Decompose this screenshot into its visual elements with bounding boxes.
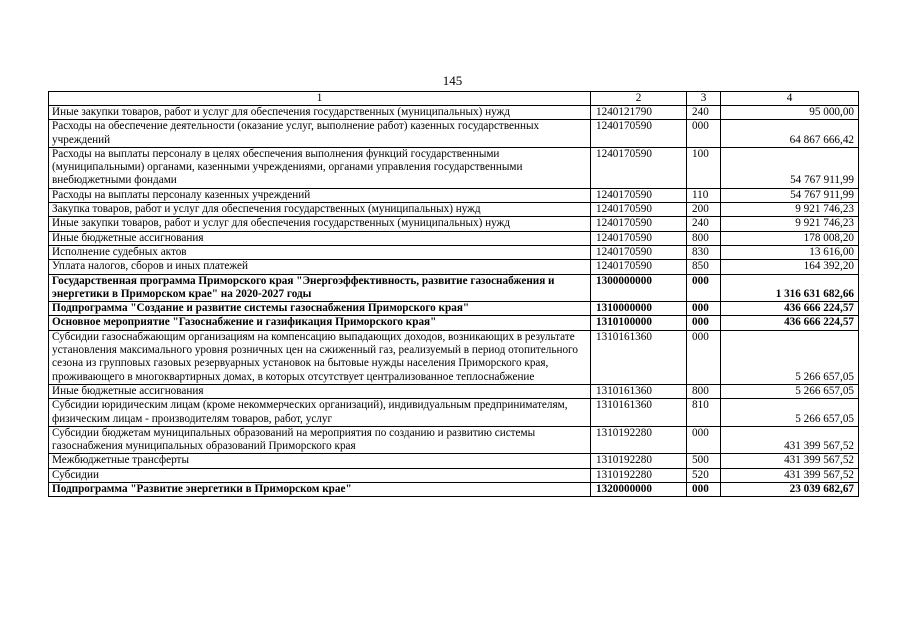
row-name-cell: Расходы на выплаты персоналу казенных учреждений: [49, 188, 591, 202]
table-header-row: [49, 92, 859, 106]
table-row: [49, 147, 859, 188]
row-name-cell: Межбюджетные трансферты: [49, 454, 591, 468]
row-amount-cell: 1 316 631 682,66: [721, 274, 859, 302]
table-row: [49, 217, 859, 231]
row-code-cell: 1300000000: [591, 274, 687, 302]
row-type-cell: 000: [687, 483, 721, 497]
row-amount-cell: 5 266 657,05: [721, 399, 859, 427]
table-row: [49, 274, 859, 302]
row-amount-cell: 436 666 224,57: [721, 302, 859, 316]
row-type-cell: 850: [687, 260, 721, 274]
row-type-cell: 520: [687, 468, 721, 482]
table-row: [49, 245, 859, 259]
table-row: [49, 231, 859, 245]
row-amount-cell: 431 399 567,52: [721, 468, 859, 482]
row-name-cell: Исполнение судебных актов: [49, 245, 591, 259]
row-code-cell: 1240170590: [591, 245, 687, 259]
row-type-cell: 500: [687, 454, 721, 468]
row-amount-cell: 23 039 682,67: [721, 483, 859, 497]
table-body: [49, 106, 859, 497]
row-code-cell: 1310000000: [591, 302, 687, 316]
row-code-cell: 1240170590: [591, 147, 687, 188]
table-row: [49, 302, 859, 316]
row-type-cell: 240: [687, 217, 721, 231]
table-row: [49, 468, 859, 482]
row-amount-cell: 54 767 911,99: [721, 147, 859, 188]
row-name-cell: Иные бюджетные ассигнования: [49, 231, 591, 245]
column-header-2: 2: [591, 92, 687, 106]
row-amount-cell: 95 000,00: [721, 106, 859, 120]
row-code-cell: 1240170590: [591, 203, 687, 217]
table-row: [49, 188, 859, 202]
table-row: [49, 260, 859, 274]
row-name-cell: Уплата налогов, сборов и иных платежей: [49, 260, 591, 274]
table-row: [49, 316, 859, 330]
row-type-cell: 000: [687, 426, 721, 454]
row-name-cell: Иные закупки товаров, работ и услуг для обеспечения государственных (муниципальных) нужд: [49, 217, 591, 231]
table-row: [49, 399, 859, 427]
row-code-cell: 1310161360: [591, 384, 687, 398]
row-amount-cell: 64 867 666,42: [721, 120, 859, 148]
row-name-cell: Субсидии юридическим лицам (кроме некоммерческих организаций), индивидуальным предпринимателям, физическим лицам - производителям товаров, работ, услуг: [49, 399, 591, 427]
row-code-cell: 1320000000: [591, 483, 687, 497]
row-type-cell: 000: [687, 120, 721, 148]
row-name-cell: Государственная программа Приморского края "Энергоэффективность, развитие газоснабжения и энергетики в Приморском крае" на 2020-2027 годы: [49, 274, 591, 302]
row-amount-cell: 5 266 657,05: [721, 330, 859, 384]
column-header-1: 1: [49, 92, 591, 106]
table-row: [49, 384, 859, 398]
row-code-cell: 1240170590: [591, 260, 687, 274]
table-row: [49, 120, 859, 148]
row-amount-cell: 431 399 567,52: [721, 426, 859, 454]
table-row: [49, 330, 859, 384]
row-code-cell: 1310192280: [591, 454, 687, 468]
row-code-cell: 1310192280: [591, 468, 687, 482]
row-type-cell: 110: [687, 188, 721, 202]
page-number: 145: [442, 73, 463, 88]
row-type-cell: 000: [687, 330, 721, 384]
row-code-cell: 1310192280: [591, 426, 687, 454]
row-type-cell: 810: [687, 399, 721, 427]
row-amount-cell: 13 616,00: [721, 245, 859, 259]
row-code-cell: 1240121790: [591, 106, 687, 120]
table-row: [49, 483, 859, 497]
row-amount-cell: 431 399 567,52: [721, 454, 859, 468]
row-amount-cell: 9 921 746,23: [721, 217, 859, 231]
row-name-cell: Иные бюджетные ассигнования: [49, 384, 591, 398]
row-amount-cell: 164 392,20: [721, 260, 859, 274]
row-type-cell: 800: [687, 384, 721, 398]
row-name-cell: Субсидии: [49, 468, 591, 482]
column-header-3: 3: [687, 92, 721, 106]
row-name-cell: Субсидии бюджетам муниципальных образований на мероприятия по созданию и развитию системы газоснабжения муниципальных образований Приморского края: [49, 426, 591, 454]
row-name-cell: Субсидии газоснабжающим организациям на компенсацию выпадающих доходов, возникающих в результате установления максимального уровня розничных цен на сжиженный газ, реализуемый в период отопительного сезона из групповых газовых резервуарных установок на бытовые нужды населения Приморского края, проживающего в многоквартирных домах, в которых отсутствует централизованное теплоснабжение: [49, 330, 591, 384]
row-code-cell: 1310161360: [591, 399, 687, 427]
row-name-cell: Расходы на обеспечение деятельности (оказание услуг, выполнение работ) казенных государственных учреждений: [49, 120, 591, 148]
table-row: [49, 426, 859, 454]
row-amount-cell: 9 921 746,23: [721, 203, 859, 217]
row-code-cell: 1310100000: [591, 316, 687, 330]
row-type-cell: 800: [687, 231, 721, 245]
row-name-cell: Основное мероприятие "Газоснабжение и газификация Приморского края": [49, 316, 591, 330]
row-code-cell: 1240170590: [591, 188, 687, 202]
row-amount-cell: 5 266 657,05: [721, 384, 859, 398]
row-type-cell: 830: [687, 245, 721, 259]
row-type-cell: 200: [687, 203, 721, 217]
budget-table: [48, 91, 859, 497]
row-amount-cell: 54 767 911,99: [721, 188, 859, 202]
row-type-cell: 000: [687, 274, 721, 302]
row-type-cell: 100: [687, 147, 721, 188]
row-code-cell: 1240170590: [591, 217, 687, 231]
row-name-cell: Расходы на выплаты персоналу в целях обеспечения выполнения функций государственными (муниципальными) органами, казенными учреждениями, органами управления государственными внебюджетными фондами: [49, 147, 591, 188]
row-code-cell: 1240170590: [591, 120, 687, 148]
table-row: [49, 106, 859, 120]
column-header-4: 4: [721, 92, 859, 106]
row-name-cell: Закупка товаров, работ и услуг для обеспечения государственных (муниципальных) нужд: [49, 203, 591, 217]
row-code-cell: 1240170590: [591, 231, 687, 245]
row-name-cell: Иные закупки товаров, работ и услуг для обеспечения государственных (муниципальных) нужд: [49, 106, 591, 120]
row-amount-cell: 436 666 224,57: [721, 316, 859, 330]
row-type-cell: 000: [687, 316, 721, 330]
row-code-cell: 1310161360: [591, 330, 687, 384]
row-type-cell: 240: [687, 106, 721, 120]
row-name-cell: Подпрограмма "Развитие энергетики в Приморском крае": [49, 483, 591, 497]
row-name-cell: Подпрограмма "Создание и развитие системы газоснабжения Приморского края": [49, 302, 591, 316]
table-row: [49, 203, 859, 217]
table-row: [49, 454, 859, 468]
row-amount-cell: 178 008,20: [721, 231, 859, 245]
row-type-cell: 000: [687, 302, 721, 316]
